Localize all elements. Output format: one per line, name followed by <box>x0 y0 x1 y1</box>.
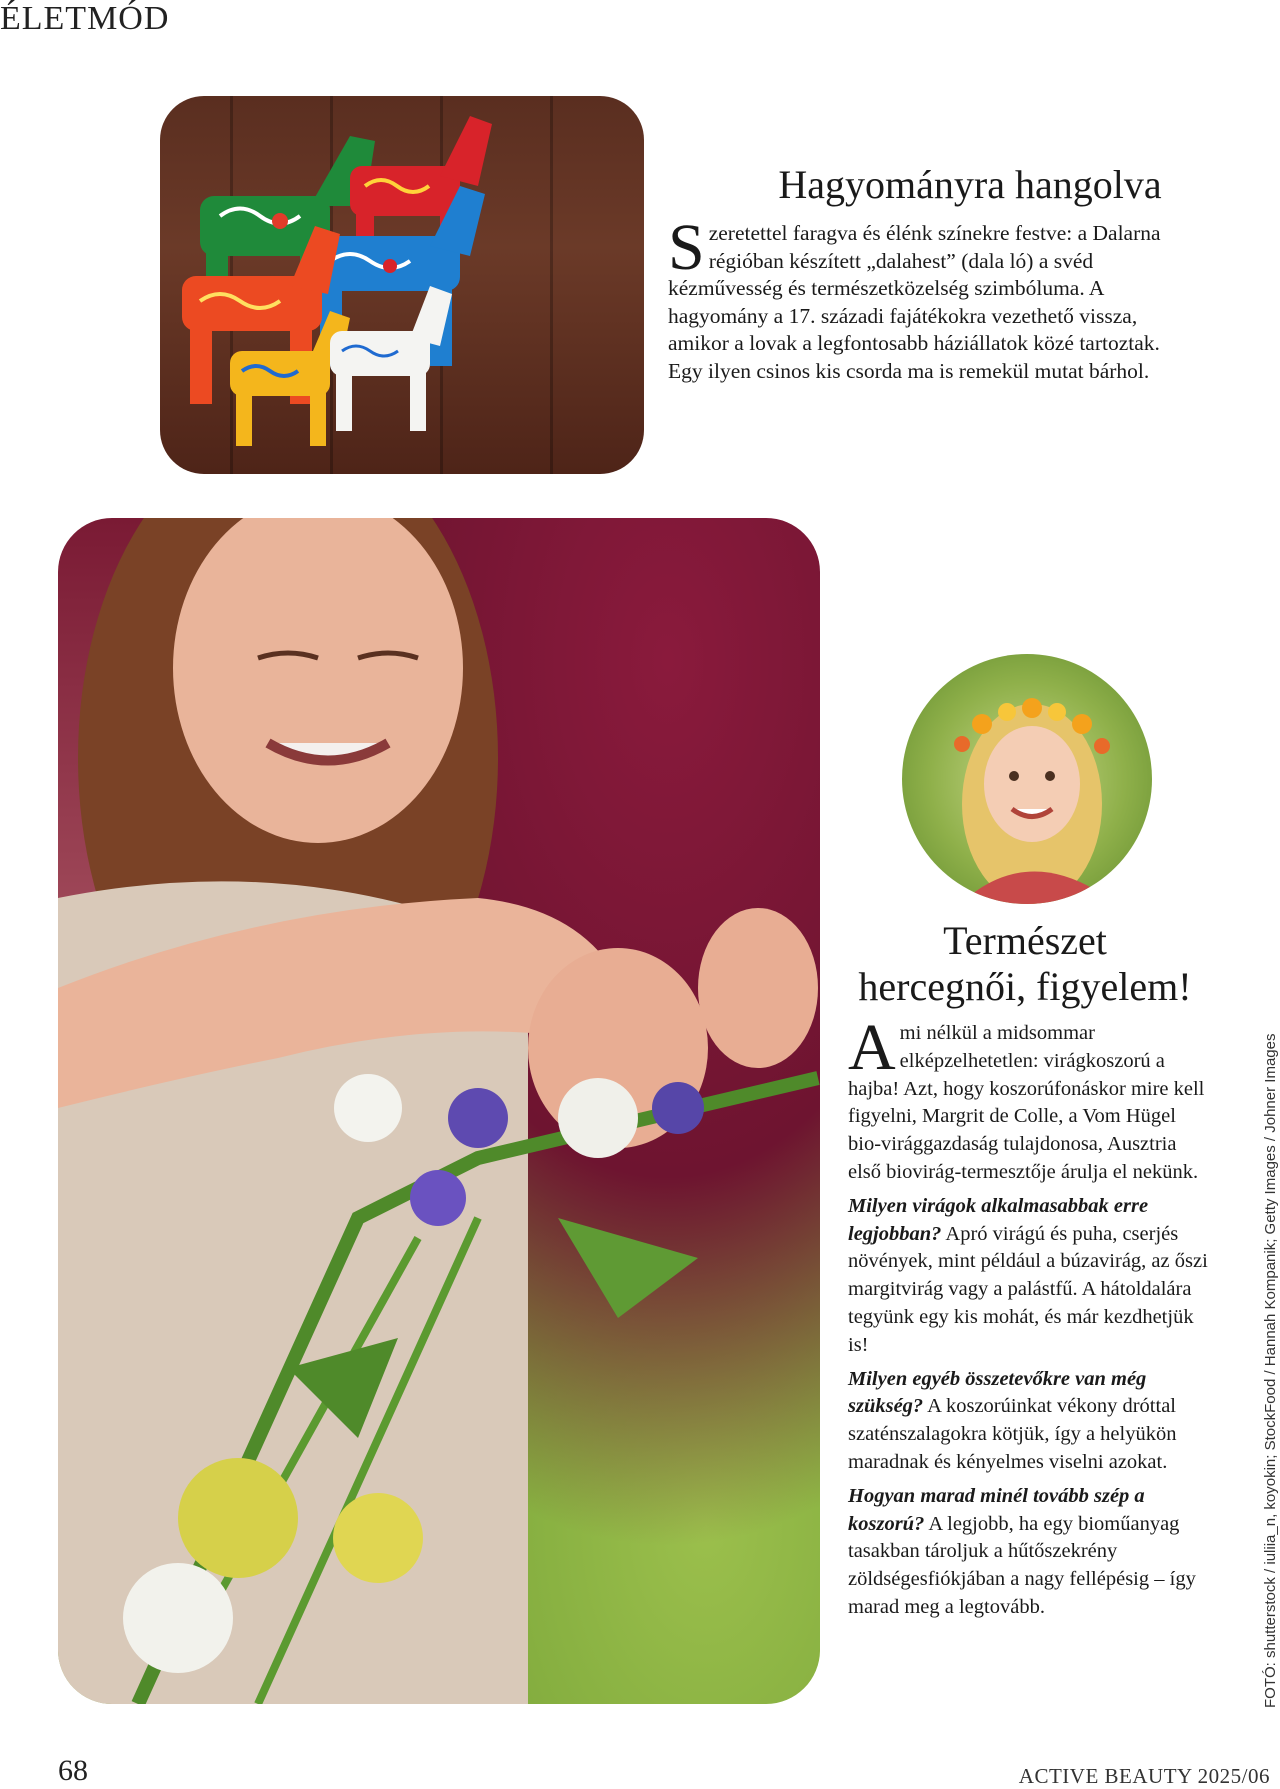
article2-title-line2: hercegnői, figyelem! <box>858 964 1192 1009</box>
article1-dropcap: S <box>668 211 705 284</box>
answer: A koszorúinkat vékony dróttal szaténszalagokra kötjük, így a helyükön maradnak és kényelmes viselni azokat. <box>848 1395 1177 1473</box>
article2-intro: mi nélkül a midsommar elképzelhetetlen: virágkoszorú a hajba! Azt, hogy koszorúfonáskor mire kell figyelni, Margrit de Colle, a Vom Hügel bio-virággazdaság tulajdonosa, Ausztria első biovirág-termesztője árulja el nekünk. <box>848 1022 1205 1183</box>
girl-illustration <box>902 654 1152 904</box>
article2-body <box>848 1011 1208 1628</box>
question: Milyen egyéb összetevőkre van még szükség? <box>848 1367 1147 1418</box>
qa-item <box>848 1366 1208 1477</box>
qa-item <box>848 1193 1208 1360</box>
article2-title <box>840 918 1210 1010</box>
answer: Apró virágú és puha, cserjés növények, mint például a búzavirág, az őszi margitvirág vagy a palástfű. A hátoldalára tegyünk egy kis mohát, és már kezdhetjük is! <box>848 1222 1208 1356</box>
page-number: 68 <box>58 1754 88 1787</box>
section-label: ÉLETMÓD <box>0 0 170 37</box>
answer: A legjobb, ha egy bioműanyag tasakban tároljuk a hűtőszekrény zöldségesfiókjában a nagy fellépésig – így marad meg a legtovább. <box>848 1512 1196 1618</box>
article2-intro-paragraph <box>848 1011 1208 1187</box>
photo-credit: FOTÓ: shutterstock / iuliia_n, koyokin; StockFood / Hannah Kompanik; Getty Images / Johner Images <box>1262 1033 1279 1708</box>
article1-title: Hagyományra hangolva <box>778 162 1162 207</box>
magazine-issue: ACTIVE BEAUTY 2025/06 <box>1018 1764 1270 1788</box>
question: Hogyan marad minél tovább szép a koszorú? <box>848 1484 1145 1535</box>
woman-illustration <box>58 518 820 1704</box>
dala-horses-photo <box>160 96 644 474</box>
article2-dropcap: A <box>848 1011 896 1084</box>
horse-figurines <box>160 96 644 474</box>
qa-item <box>848 1483 1208 1622</box>
woman-flowers-photo <box>58 518 820 1704</box>
article1-body <box>668 211 1188 385</box>
article2-title-line1: Természet <box>943 918 1107 963</box>
girl-wreath-photo <box>902 654 1152 904</box>
question: Milyen virágok alkalmasabbak erre legjobban? <box>848 1194 1149 1245</box>
article1-text: zeretettel faragva és élénk színekre festve: a Dalarna régióban készített „dalahest” (dala ló) a svéd kézművesség és természetközelség szimbóluma. A hagyomány a 17. századi fajátékokra vezethető vissza, amikor a lovak a legfontosabb háziállatok közé tartoztak. Egy ilyen csinos kis csorda ma is remekül mutat bárhol. <box>668 221 1161 383</box>
